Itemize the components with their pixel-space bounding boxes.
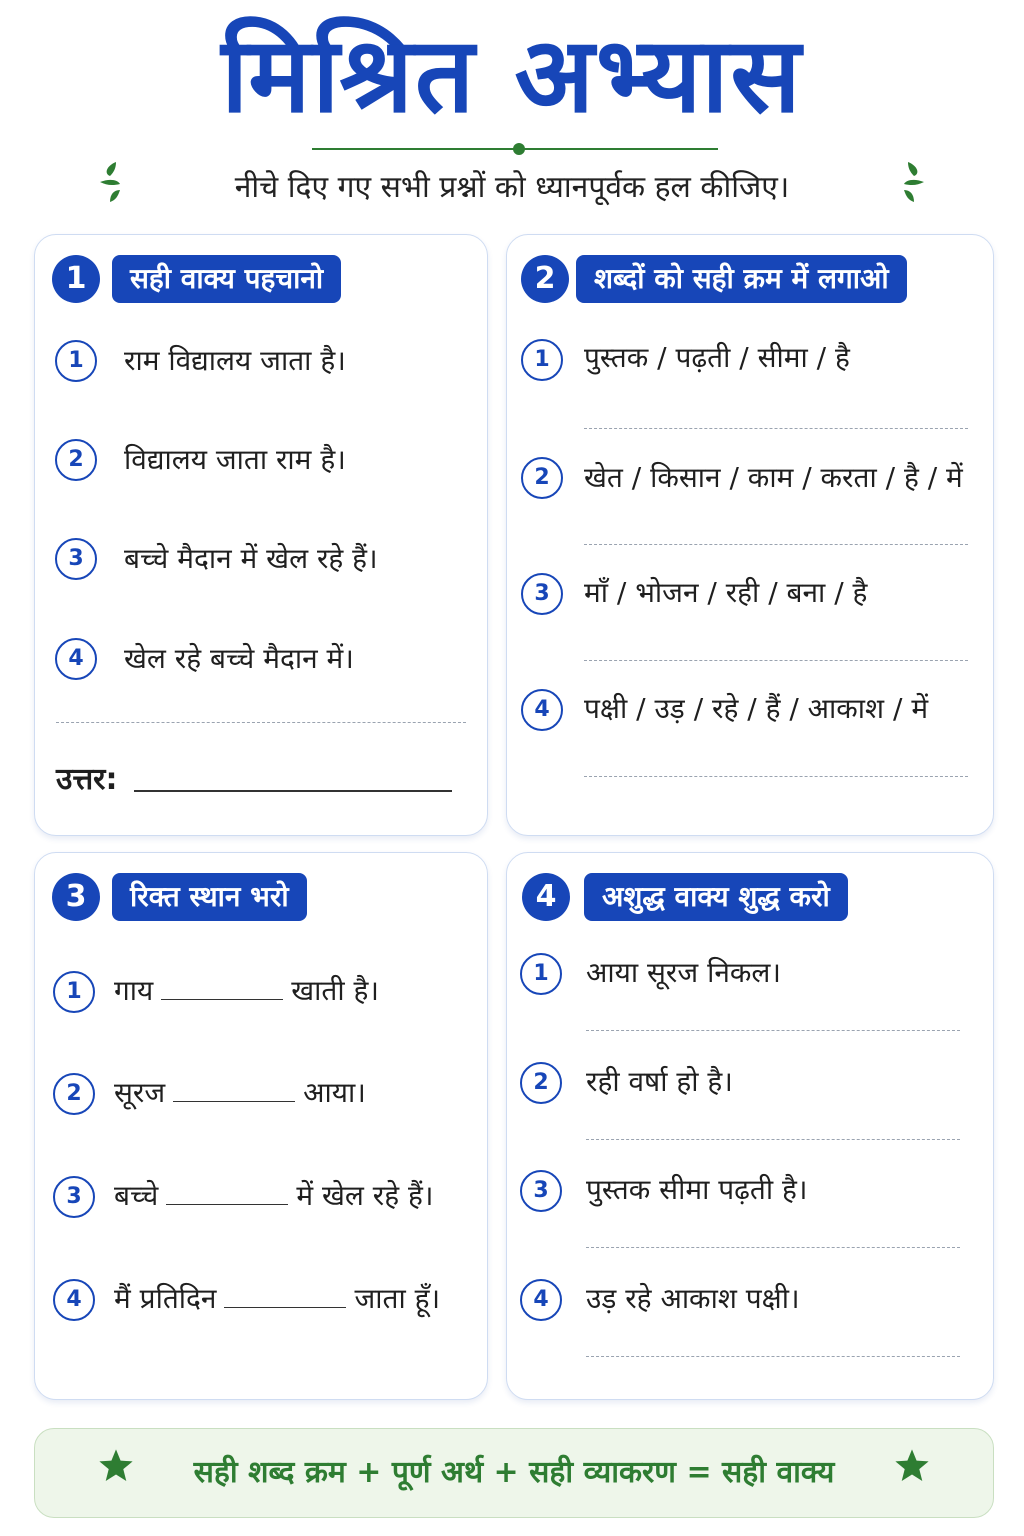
rule-text: सही शब्द क्रम + पूर्ण अर्थ + सही व्याकरण = सही वाक्य [193, 1455, 835, 1490]
question-number: 3 [521, 573, 563, 615]
question-text [114, 1279, 440, 1319]
question-number: 1 [53, 971, 95, 1013]
answer-line[interactable] [586, 1139, 960, 1140]
blank-field[interactable] [166, 1179, 288, 1205]
question-text: उड़ रहे आकाश पक्षी। [586, 1282, 800, 1315]
blank-suffix: आया। [303, 1076, 366, 1109]
answer-field[interactable] [134, 790, 452, 792]
question-text: बच्चे मैदान में खेल रहे हैं। [124, 542, 378, 575]
question-number: 3 [53, 1176, 95, 1218]
leaf-icon [96, 160, 132, 204]
answer-line[interactable] [586, 1030, 960, 1031]
question-number: 2 [55, 439, 97, 481]
question-text: पुस्तक / पढ़ती / सीमा / है [584, 341, 850, 374]
answer-line[interactable] [586, 1356, 960, 1357]
question-text: आया सूरज निकल। [586, 956, 781, 989]
page-title: मिश्रित अभ्यास [221, 14, 803, 136]
section-title: सही वाक्य पहचानो [112, 255, 341, 303]
question-number: 3 [55, 538, 97, 580]
question-text [114, 1176, 433, 1216]
question-number: 1 [520, 953, 562, 995]
section-title: अशुद्ध वाक्य शुद्ध करो [584, 873, 848, 921]
answer-line[interactable] [584, 660, 968, 661]
section-word-order [506, 234, 994, 836]
question-text: विद्यालय जाता राम है। [124, 443, 346, 476]
question-number: 4 [521, 689, 563, 731]
answer-label: उत्तर: [56, 762, 118, 797]
question-text [114, 1073, 366, 1113]
answer-line[interactable] [586, 1247, 960, 1248]
question-text: पुस्तक सीमा पढ़ती है। [586, 1173, 808, 1206]
question-number: 4 [53, 1279, 95, 1321]
blank-suffix: जाता हूँ। [354, 1282, 441, 1315]
leaf-icon [892, 160, 928, 204]
title-divider-dot [513, 143, 525, 155]
question-number: 2 [520, 1062, 562, 1104]
question-number: 4 [520, 1279, 562, 1321]
blank-suffix: खाती है। [291, 974, 380, 1007]
section-number: 1 [52, 255, 100, 303]
star-icon [893, 1447, 931, 1485]
blank-prefix: गाय [114, 974, 154, 1007]
question-text: खेल रहे बच्चे मैदान में। [124, 642, 354, 675]
question-text: माँ / भोजन / रही / बना / है [584, 576, 868, 609]
question-number: 1 [55, 340, 97, 382]
blank-field[interactable] [161, 974, 283, 1000]
question-text [114, 971, 379, 1011]
instructions: नीचे दिए गए सभी प्रश्नों को ध्यानपूर्वक हल कीजिए। [234, 170, 790, 205]
section-title: रिक्त स्थान भरो [112, 873, 307, 921]
question-number: 4 [55, 638, 97, 680]
answer-line[interactable] [584, 776, 968, 777]
blank-field[interactable] [224, 1282, 346, 1308]
question-text: रही वर्षा हो है। [586, 1065, 733, 1098]
section-number: 3 [52, 873, 100, 921]
section-number: 2 [521, 255, 569, 303]
section-number: 4 [522, 873, 570, 921]
question-text: पक्षी / उड़ / रहे / हैं / आकाश / में [584, 692, 929, 725]
question-text: खेत / किसान / काम / करता / है / में [584, 461, 963, 494]
question-number: 3 [520, 1170, 562, 1212]
question-number: 2 [53, 1073, 95, 1115]
rule-banner [34, 1428, 994, 1518]
divider-line [56, 722, 466, 723]
question-text: राम विद्यालय जाता है। [124, 344, 346, 377]
blank-prefix: सूरज [114, 1076, 166, 1109]
answer-line[interactable] [584, 544, 968, 545]
blank-field[interactable] [173, 1076, 295, 1102]
blank-prefix: बच्चे [114, 1179, 159, 1212]
blank-suffix: में खेल रहे हैं। [296, 1179, 434, 1212]
question-number: 2 [521, 457, 563, 499]
question-number: 1 [521, 339, 563, 381]
blank-prefix: मैं प्रतिदिन [114, 1282, 217, 1315]
section-title: शब्दों को सही क्रम में लगाओ [576, 255, 907, 303]
answer-line[interactable] [584, 428, 968, 429]
section-identify-correct-sentence [34, 234, 488, 836]
